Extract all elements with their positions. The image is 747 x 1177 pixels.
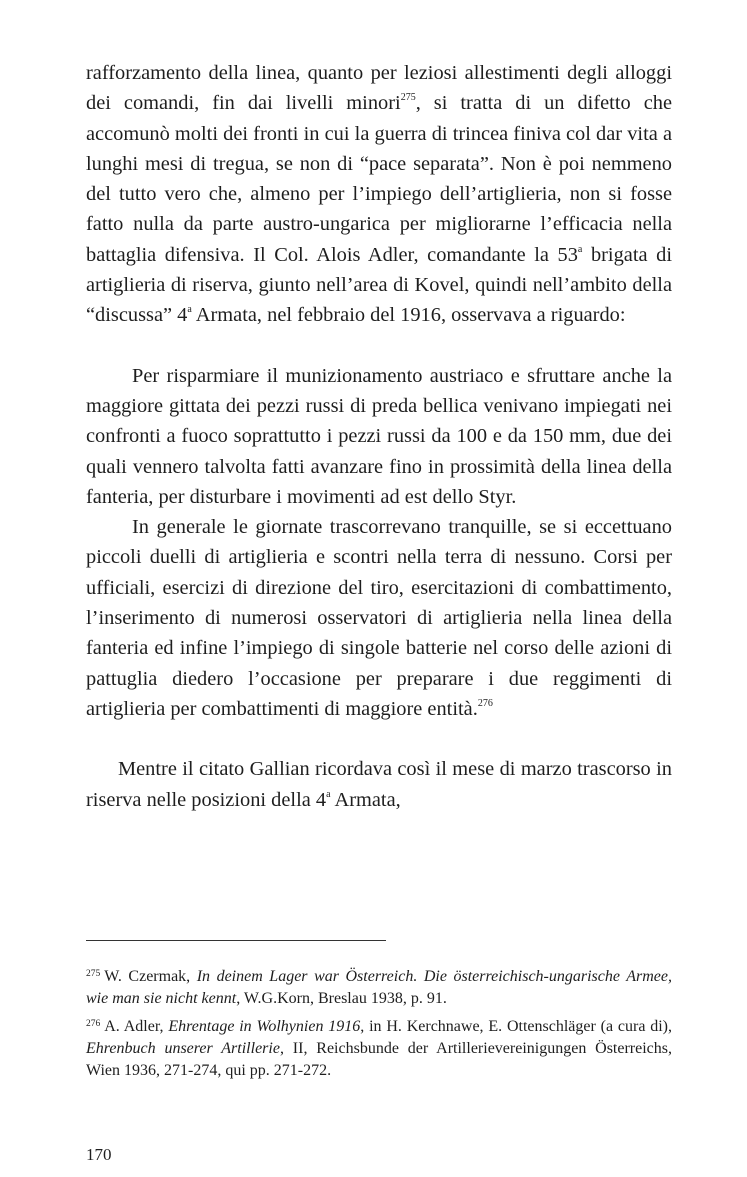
block-quote [86, 361, 672, 725]
paragraph-text: Armata, [330, 788, 401, 811]
paragraph-text: In generale le giornate trascorrevano tranquille, se si eccettuano piccoli duelli di artiglieria e scontri nella terra di nessuno. Corsi per ufficiali, esercizi di direzione del tiro, esercitazioni di combattimento, l’inserimento di numerosi osservatori di artiglieria nella linea della fanteria ed infine l’impiego di singole batterie nel corso delle azioni di pattuglia diedero l’occasione per preparare i due reggimenti di artiglieria per combattimenti di maggiore entità. [86, 516, 672, 720]
paragraph-text: brigata di artiglieria di riserva, giunto nell’area di Kovel, quindi nell’ambito della “discussa” 4 [86, 243, 672, 327]
ordinal-superscript: a [326, 788, 331, 800]
footnote-divider [86, 940, 386, 941]
quote-paragraph-1: Per risparmiare il munizionamento austriaco e sfruttare anche la maggiore gittata dei pezzi russi di preda bellica venivano impiegati nei confronti a fuoco soprattutto i pezzi russi da 100 e da 150 mm, due dei quali vennero talvolta fatti avanzare fino in prossimità della linea della fanteria, per disturbare i movimenti ad est dello Styr. [86, 364, 672, 508]
footnote-title: Ehrenbuch unserer Artillerie [86, 1040, 280, 1057]
footnote-citation: , II, Reichsbunde der Artillerievereinigungen Österreichs, Wien 1936, 271-274, qui pp. 271-272. [86, 1040, 673, 1079]
quote-paragraph-2 [86, 512, 672, 724]
ordinal-superscript: a [187, 304, 192, 316]
paragraph-text: , si tratta di un difetto che accomunò molti dei fronti in cui la guerra di trincea finiva col dar vita a lunghi mesi di tregua, se non di “pace separata”. Non è poi nemmeno del tutto vero che, almeno per l’impiego dell’artiglieria, non si fosse fatto nulla da parte austro-ungarica per migliorarne l’efficacia nella battaglia difensiva. Il Col. Alois Adler, comandante la 53 [86, 92, 672, 266]
footnote-ref-275[interactable]: 275 [400, 92, 416, 104]
footnote-citation: , in H. Kerchnawe, E. Ottenschläger (a cura di), [360, 1018, 673, 1035]
footnotes [86, 963, 672, 1085]
footnote-author: W. Czermak, [104, 968, 197, 985]
paragraph-1 [86, 58, 672, 331]
ordinal-superscript: a [577, 243, 583, 255]
paragraph-2 [86, 754, 672, 815]
footnote-title: Ehrentage in Wolhynien 1916 [168, 1018, 361, 1035]
footnote-275 [86, 963, 672, 1010]
footnote-title: In deinem Lager war Österreich. Die österreichisch-ungarische Armee, wie man sie nicht kennt [86, 968, 672, 1007]
paragraph-text: Armata, nel febbraio del 1916, osservava a riguardo: [191, 304, 626, 327]
footnote-citation: , W.G.Korn, Breslau 1938, p. 91. [236, 990, 447, 1007]
footnote-276 [86, 1013, 672, 1082]
footnote-number: 275 [86, 969, 101, 979]
footnote-ref-276[interactable]: 276 [477, 697, 493, 709]
footnote-author: A. Adler, [104, 1018, 169, 1035]
paragraph-text: rafforzamento della linea, quanto per leziosi allestimenti degli alloggi dei comandi, fin dai livelli minori [86, 62, 672, 115]
main-text [86, 58, 672, 815]
page-number: 170 [86, 1145, 112, 1164]
footnote-number: 276 [86, 1019, 101, 1029]
paragraph-text: Mentre il citato Gallian ricordava così il mese di marzo trascorso in riserva nelle posizioni della 4 [86, 758, 672, 811]
